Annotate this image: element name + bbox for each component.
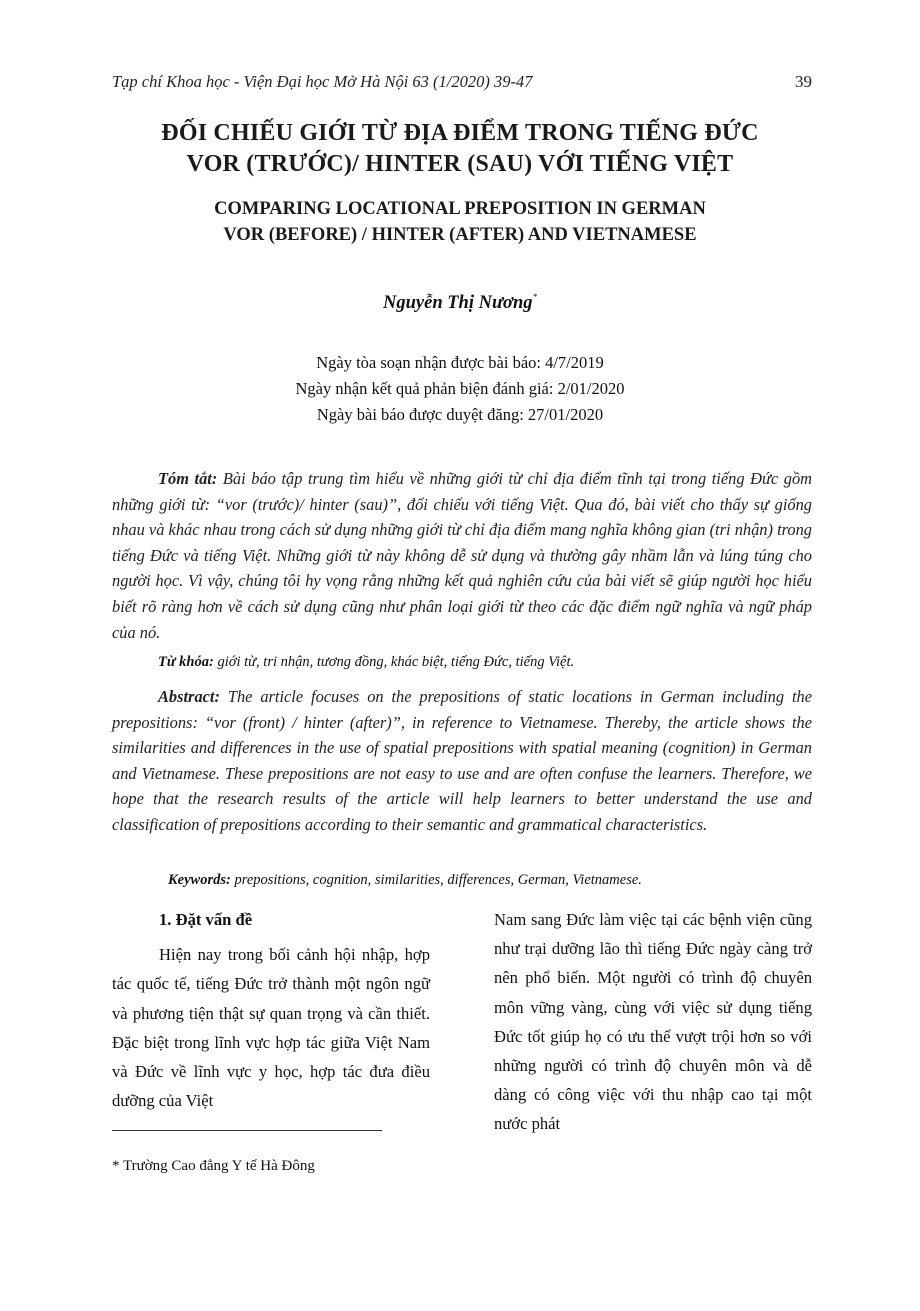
abstract-en-label: Abstract: — [158, 687, 220, 706]
abstract-en-text: The article focuses on the prepositions of static locations in German including the prepositions: “vor (front) / hinter (after)”, in reference to Vietnamese. Thereby, the article shows the similarities and differences in the use of spatial prepositions with spatial meaning (cognition) in German and Vietnamese. These prepositions are not easy to use and are often confuse the learners. Therefore, we hope that the research results of the article will help learners to better understand the use and classification of prepositions according to their semantic and grammatical characteristics. — [112, 687, 812, 834]
abstract-vi-label: Tóm tắt: — [158, 469, 218, 488]
date-accepted: Ngày bài báo được duyệt đăng: 27/01/2020 — [316, 405, 604, 424]
title-english — [110, 196, 810, 248]
body-paragraph-right: Nam sang Đức làm việc tại các bệnh viện cũng như trại dưỡng lão thì tiếng Đức ngày càng trở nên phổ biến. Một người có trình độ chuyên môn vững vàng, cùng với việc sử dụng tiếng Đức tốt giúp họ có ưu thế vượt trội hơn so với những người có trình độ chuyên môn và dễ dàng có công việc với thu nhập cao tại một nước phát — [494, 910, 812, 1134]
page-number: 39 — [795, 72, 812, 91]
keywords-vietnamese — [158, 654, 818, 671]
abstract-vietnamese — [112, 466, 812, 645]
keywords-vi-label: Từ khóa: — [158, 654, 214, 670]
title-vi-line-1: ĐỐI CHIẾU GIỚI TỪ ĐỊA ĐIỂM TRONG TIẾNG ĐỨC — [161, 120, 759, 146]
author-name: Nguyễn Thị Nương — [383, 293, 533, 313]
title-en-line-1: COMPARING LOCATIONAL PREPOSITION IN GERMAN — [214, 199, 706, 219]
body-paragraph-left: Hiện nay trong bối cảnh hội nhập, hợp tác quốc tế, tiếng Đức trở thành một ngôn ngữ và phương tiện thật sự quan trọng và cần thiết. Đặc biệt trong lĩnh vực hợp tác giữa Việt Nam và Đức về lĩnh vực y học, hợp tác đưa điều dưỡng của Việt — [112, 945, 430, 1111]
title-en-line-2: VOR (BEFORE) / HINTER (AFTER) AND VIETNAMESE — [223, 225, 697, 245]
author-footnote-mark: * — [532, 292, 537, 302]
footnote: * Trường Cao đẳng Y tế Hà Đông — [112, 1158, 315, 1174]
keywords-english — [168, 872, 808, 889]
section-heading: 1. Đặt vấn đề — [159, 910, 253, 929]
abstract-vi-text: Bài báo tập trung tìm hiểu về những giới từ chỉ địa điểm tĩnh tại trong tiếng Đức gồm những giới từ: “vor (trước)/ hinter (sau)”, đối chiếu với tiếng Việt. Qua đó, bài viết cho thấy sự giống nhau và khác nhau trong cách sử dụng những giới từ chỉ địa điểm mang nghĩa không gian (tri nhận) trong tiếng Đức và tiếng Việt. Những giới từ này không dễ sử dụng và thường gây nhầm lẫn và lúng túng cho người học. Vì vậy, chúng tôi hy vọng rằng những kết quả nghiên cứu của bài viết sẽ giúp người học hiểu biết rõ ràng hơn về cách sử dụng cũng như phân loại giới từ theo các đặc điểm ngữ nghĩa và ngữ pháp của nó. — [112, 469, 812, 642]
keywords-en-text: prepositions, cognition, similarities, differences, German, Vietnamese. — [234, 872, 642, 888]
title-vietnamese — [110, 118, 810, 180]
keywords-vi-text: giới từ, tri nhận, tương đồng, khác biệt, tiếng Đức, tiếng Việt. — [217, 654, 575, 670]
keywords-en-label: Keywords: — [168, 872, 231, 888]
abstract-english — [112, 684, 812, 837]
running-head: Tạp chí Khoa học - Viện Đại học Mở Hà Nội 63 (1/2020) 39-47 — [112, 72, 533, 91]
body-column-right — [494, 905, 812, 1139]
date-received: Ngày tòa soạn nhận được bài báo: 4/7/2019 — [316, 353, 604, 372]
body-column-left — [112, 905, 430, 1115]
author — [110, 292, 810, 314]
footnote-divider — [112, 1130, 382, 1131]
date-reviewed: Ngày nhận kết quả phản biện đánh giá: 2/01/2020 — [295, 379, 625, 398]
title-vi-line-2: VOR (TRƯỚC)/ HINTER (SAU) VỚI TIẾNG VIỆT — [186, 151, 734, 177]
submission-dates — [110, 350, 810, 428]
